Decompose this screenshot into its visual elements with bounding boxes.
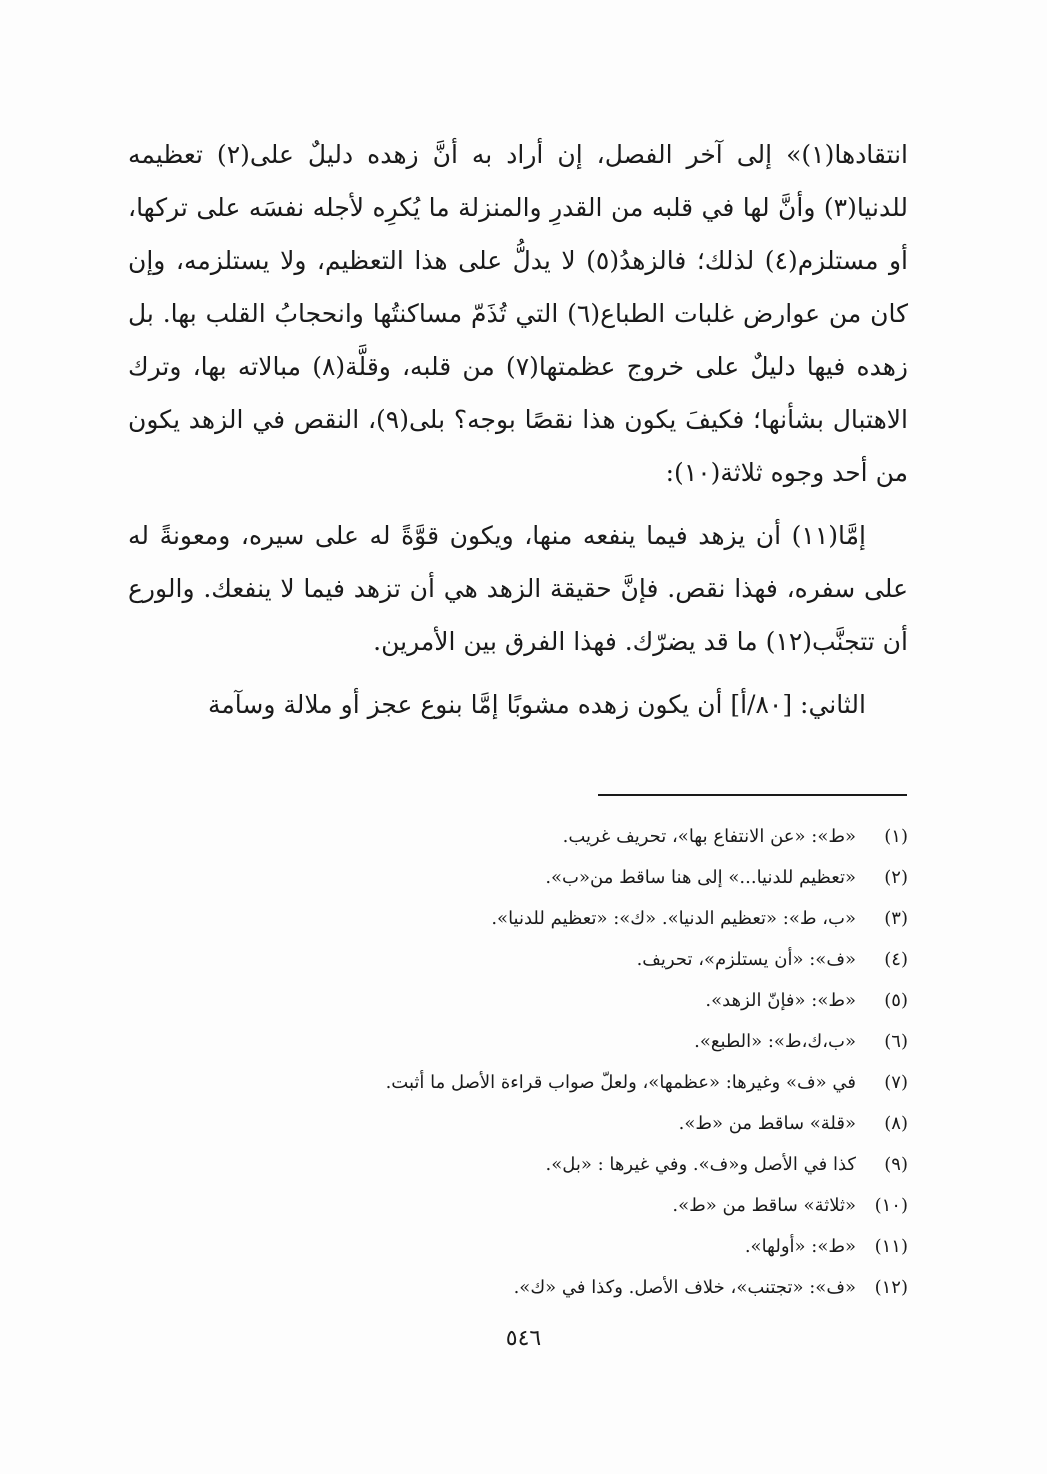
footnote-text: «ط»: «أولها». xyxy=(744,1236,856,1257)
main-text xyxy=(128,128,908,741)
footnote-7 xyxy=(128,1062,908,1103)
footnote-number: (١) xyxy=(884,826,908,847)
footnote-12 xyxy=(128,1267,908,1308)
footnote-4 xyxy=(128,939,908,980)
footnote-9 xyxy=(128,1144,908,1185)
paragraph-1: انتقادها(١)» إلى آخر الفصل، إن أراد به أنَّ زهده دليلٌ على(٢) تعظيمه للدنيا(٣) وأنَّ لها في قلبه من القدرِ والمنزلة ما يُكرِه لأجله نفسَه على تركها، أو مستلزم(٤) لذلك؛ فالزهدُ(٥) لا يدلُّ على هذا التعظيم، ولا يستلزمه، وإن كان من عوارض غلبات الطباع(٦) التي تُذَمّ مساكنتُها وانحجابُ القلب بها. بل زهده فيها دليلٌ على خروج عظمتها(٧) من قلبه، وقلَّة(٨) مبالاته بها، وترك الاهتبال بشأنها؛ فكيفَ يكون هذا نقصًا بوجه؟ بلى(٩)، النقص في الزهد يكون من أحد وجوه ثلاثة(١٠): xyxy=(128,140,908,487)
footnote-divider xyxy=(598,794,907,796)
footnote-1 xyxy=(128,816,908,857)
footnote-11 xyxy=(128,1226,908,1267)
footnote-text: في «ف» وغيرها: «عظمها»، ولعلّ صواب قراءة الأصل ما أثبت. xyxy=(385,1072,856,1093)
footnote-number: (١١) xyxy=(874,1236,908,1257)
footnote-number: (٦) xyxy=(884,1031,908,1052)
footnote-number: (٨) xyxy=(884,1113,908,1134)
paragraph-3: الثاني: [٨٠/أ] أن يكون زهده مشوبًا إمَّا بنوع عجز أو ملالة وسآمة xyxy=(207,690,866,719)
footnote-6 xyxy=(128,1021,908,1062)
footnote-number: (٧) xyxy=(884,1072,908,1093)
footnote-10 xyxy=(128,1185,908,1226)
footnote-text: «قلة» ساقط من «ط». xyxy=(678,1113,856,1134)
footnote-number: (١٠) xyxy=(874,1195,908,1216)
footnote-5 xyxy=(128,980,908,1021)
footnote-number: (٢) xyxy=(884,867,908,888)
footnote-text: «ف»: «تجتنب»، خلاف الأصل. وكذا في «ك». xyxy=(513,1277,856,1298)
footnote-number: (٤) xyxy=(884,949,908,970)
footnote-text: كذا في الأصل و«ف». وفي غيرها : «بل». xyxy=(545,1154,856,1175)
page-number: ٥٤٦ xyxy=(505,1326,542,1351)
footnote-3 xyxy=(128,898,908,939)
footnote-number: (٩) xyxy=(884,1154,908,1175)
footnote-text: «ط»: «عن الانتفاع بها»، تحريف غريب. xyxy=(562,826,856,847)
footnote-text: «تعظيم للدنيا...» إلى هنا ساقط من«ب». xyxy=(545,867,856,888)
footnote-text: «ف»: «أن يستلزم»، تحريف. xyxy=(636,949,856,970)
paragraph-2: إمَّا(١١) أن يزهد فيما ينفعه منها، ويكون قوَّةً له على سيره، ومعونةً له على سفره، فهذا نقص. فإنَّ حقيقة الزهد هي أن تزهد فيما لا ينفعك. والورع أن تتجنَّب(١٢) ما قد يضرّك. فهذا الفرق بين الأمرين. xyxy=(128,521,908,656)
footnote-text: «ط»: «فإنّ الزهد». xyxy=(705,990,856,1011)
footnote-8 xyxy=(128,1103,908,1144)
footnote-number: (١٢) xyxy=(874,1277,908,1298)
footnote-text: «ب،ك،ط»: «الطبع». xyxy=(694,1031,856,1052)
footnote-text: «ب، ط»: «تعظيم الدنيا». «ك»: «تعظيم للدنيا». xyxy=(491,908,856,929)
footnotes-list xyxy=(128,816,908,1308)
footnote-text: «ثلاثة» ساقط من «ط». xyxy=(672,1195,856,1216)
footnote-number: (٥) xyxy=(884,990,908,1011)
footnote-number: (٣) xyxy=(884,908,908,929)
footnote-2 xyxy=(128,857,908,898)
